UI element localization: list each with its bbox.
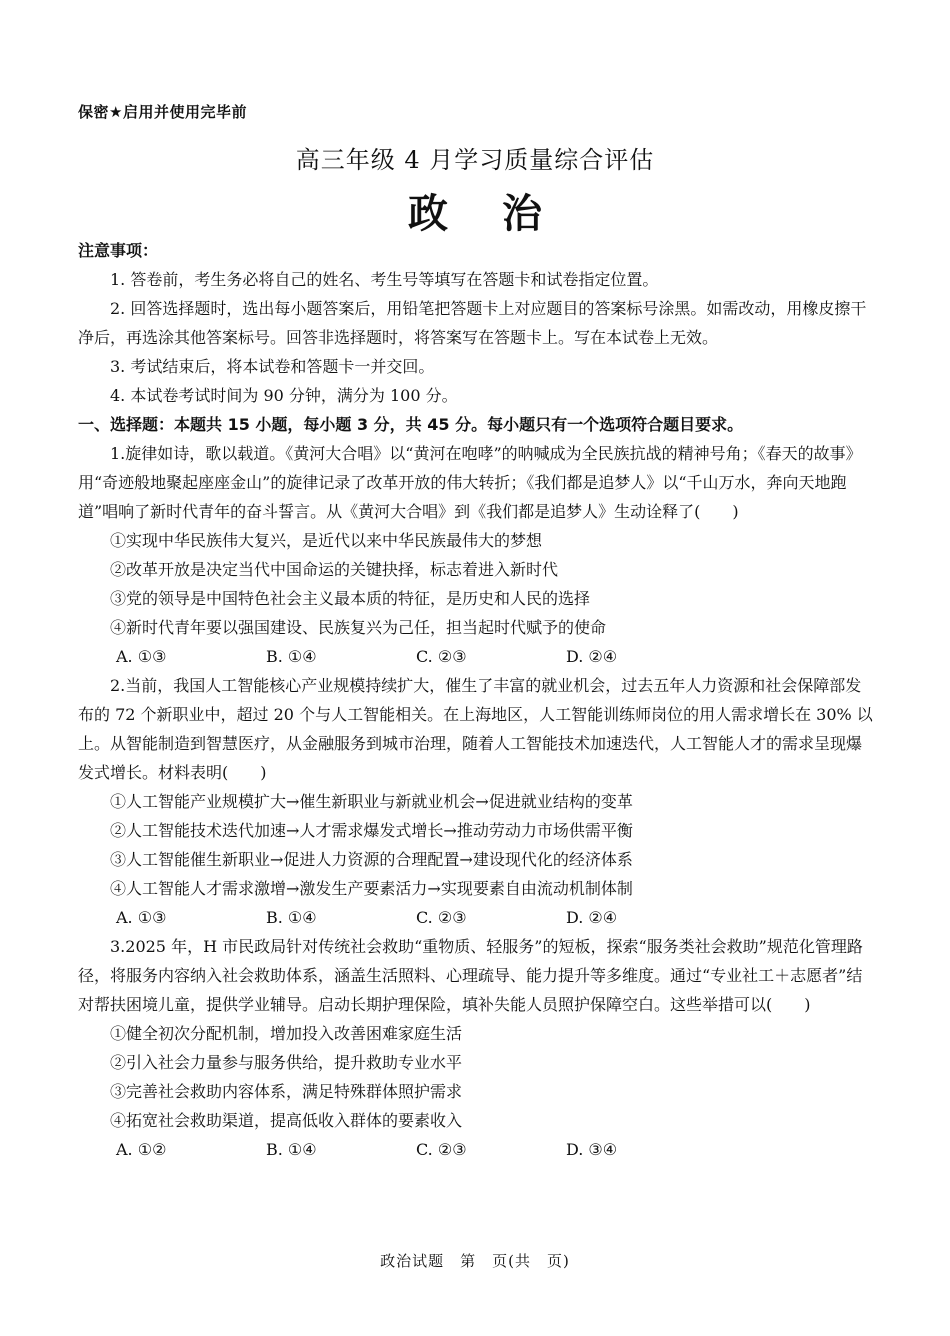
- choice-a: A. ①③: [116, 908, 167, 927]
- answer-choices: [78, 642, 874, 671]
- notice-item: 2. 回答选择题时，选出每小题答案后，用铅笔把答题卡上对应题目的答案标号涂黑。如需改动，用橡皮擦干净后，再选涂其他答案标号。回答非选择题时，将答案写在答题卡上。写在本试卷上无效。: [78, 299, 867, 347]
- question-stem: 1.旋律如诗，歌以载道。《黄河大合唱》以“黄河在咆哮”的呐喊成为全民族抗战的精神号角；《春天的故事》用“奇迹般地聚起座座金山”的旋律记录了改革开放的伟大转折；《我们都是追梦人》以“千山万水，奔向天地跑道”唱响了新时代青年的奋斗誓言。从《黄河大合唱》到《我们都是追梦人》生动诠释了( ): [78, 444, 862, 521]
- statement: ③党的领导是中国特色社会主义最本质的特征，是历史和人民的选择: [110, 589, 591, 608]
- choice-c: C. ②③: [416, 647, 467, 666]
- choice-a: A. ①②: [116, 1140, 167, 1159]
- subject-title: 政治: [408, 191, 596, 237]
- notice-heading: 注意事项：: [78, 241, 159, 260]
- choice-a: A. ①③: [116, 647, 167, 666]
- statement: ②人工智能技术迭代加速→人才需求爆发式增长→推动劳动力市场供需平衡: [110, 821, 633, 840]
- section-heading: 一、选择题：本题共 15 小题，每小题 3 分，共 45 分。每小题只有一个选项符合题目要求。: [78, 415, 744, 434]
- statement: ③人工智能催生新职业→促进人力资源的合理配置→建设现代化的经济体系: [110, 850, 633, 869]
- statement: ④人工智能人才需求激增→激发生产要素活力→实现要素自由流动机制体制: [110, 879, 633, 898]
- statement: ①健全初次分配机制，增加投入改善困难家庭生活: [110, 1024, 463, 1043]
- choice-d: D. ③④: [566, 1140, 618, 1159]
- question-stem: 2.当前，我国人工智能核心产业规模持续扩大，催生了丰富的就业机会，过去五年人力资源和社会保障部发布的 72 个新职业中，超过 20 个与人工智能相关。在上海地区，人工智能训练师岗位的用人需求增长在 30% 以上。从智能制造到智慧医疗，从金融服务到城市治理，随着人工智能技术加速迭代，人工智能人才的需求呈现爆发式增长。材料表明( ): [78, 676, 873, 782]
- statement: ④新时代青年要以强国建设、民族复兴为己任，担当起时代赋予的使命: [110, 618, 607, 637]
- exam-body: [78, 236, 874, 1164]
- notice-item: 4. 本试卷考试时间为 90 分钟，满分为 100 分。: [110, 386, 458, 405]
- statement: ③完善社会救助内容体系，满足特殊群体照护需求: [110, 1082, 463, 1101]
- statement: ①人工智能产业规模扩大→催生新职业与新就业机会→促进就业结构的变革: [110, 792, 633, 811]
- exam-title: 高三年级 4 月学习质量综合评估: [295, 146, 655, 174]
- statement: ②改革开放是决定当代中国命运的关键抉择，标志着进入新时代: [110, 560, 559, 579]
- page-footer: 政治试题 第 页(共 页): [380, 1252, 570, 1270]
- statement: ②引入社会力量参与服务供给，提升救助专业水平: [110, 1053, 463, 1072]
- confidential-label: 保密★启用并使用完毕前: [78, 103, 247, 121]
- choice-d: D. ②④: [566, 908, 618, 927]
- choice-c: C. ②③: [416, 908, 467, 927]
- statement: ④拓宽社会救助渠道，提高低收入群体的要素收入: [110, 1111, 463, 1130]
- answer-choices: [78, 903, 874, 932]
- choice-b: B. ①④: [266, 647, 317, 666]
- choice-b: B. ①④: [266, 908, 317, 927]
- choice-c: C. ②③: [416, 1140, 467, 1159]
- notice-item: 1. 答卷前，考生务必将自己的姓名、考生号等填写在答题卡和试卷指定位置。: [110, 270, 659, 289]
- notice-item: 3. 考试结束后，将本试卷和答题卡一并交回。: [110, 357, 435, 376]
- choice-b: B. ①④: [266, 1140, 317, 1159]
- answer-choices: [78, 1135, 874, 1164]
- statement: ①实现中华民族伟大复兴，是近代以来中华民族最伟大的梦想: [110, 531, 543, 550]
- question-stem: 3.2025 年，H 市民政局针对传统社会救助“重物质、轻服务”的短板，探索“服务类社会救助”规范化管理路径，将服务内容纳入社会救助体系，涵盖生活照料、心理疏导、能力提升等多维度。通过“专业社工＋志愿者”结对帮扶困境儿童，提供学业辅导。启动长期护理保险，填补失能人员照护保障空白。这些举措可以( ): [78, 937, 863, 1014]
- choice-d: D. ②④: [566, 647, 618, 666]
